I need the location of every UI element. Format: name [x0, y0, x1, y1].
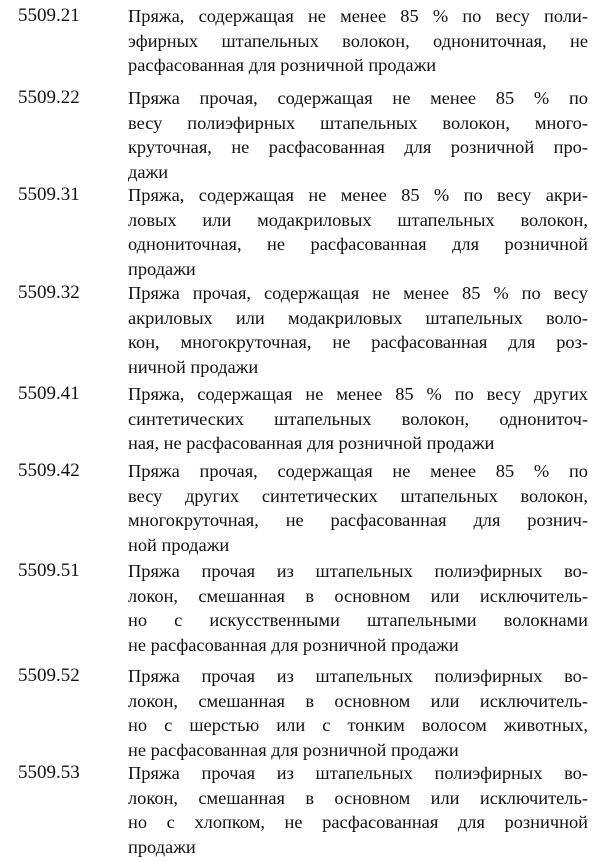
tariff-code: 5509.21: [18, 5, 80, 26]
tariff-description: [128, 281, 588, 379]
description-line: ничной продажи: [128, 356, 259, 377]
description-line: Пряжа прочая из штапельных полиэфирных во-: [128, 666, 588, 686]
description-line: Пряжа прочая, содержащая не менее 85 % по: [128, 88, 588, 108]
description-line: но с шерстью или с тонким волосом животных,: [128, 715, 588, 735]
tariff-description: [128, 459, 588, 557]
description-line: продажи: [128, 258, 196, 279]
description-line: Пряжа прочая из штапельных полиэфирных во-: [128, 561, 588, 581]
description-line: однониточная, не расфасованная для розничной: [128, 234, 588, 254]
description-line: эфирных штапельных волокон, однониточная, не: [128, 30, 588, 51]
description-line: локон, смешанная в основном или исключитель-: [128, 787, 588, 808]
description-line: весу других синтетических штапельных волокон,: [128, 485, 588, 506]
tariff-description: [128, 761, 588, 859]
tariff-description: [128, 183, 588, 281]
tariff-description: [128, 559, 588, 657]
description-line: Пряжа, содержащая не менее 85 % по весу поли-: [128, 6, 588, 26]
description-line: синтетических штапельных волокон, однониточ-: [128, 408, 588, 429]
description-line: продажи: [128, 836, 196, 857]
tariff-code: 5509.22: [18, 87, 80, 108]
description-line: локон, смешанная в основном или исключитель-: [128, 690, 588, 711]
description-line: весу полиэфирных штапельных волокон, много-: [128, 112, 588, 133]
description-line: не расфасованная для розничной продажи: [128, 634, 459, 655]
tariff-code: 5509.51: [18, 560, 80, 581]
description-line: дажи: [128, 161, 169, 182]
description-line: акриловых или модакриловых штапельных воло-: [128, 307, 588, 328]
description-line: не расфасованная для розничной продажи: [128, 739, 459, 760]
description-line: ловых или модакриловых штапельных волокон,: [128, 209, 588, 230]
description-line: кон, многокруточная, не расфасованная для роз-: [128, 332, 588, 352]
tariff-code: 5509.41: [18, 383, 80, 404]
description-line: ная, не расфасованная для розничной продажи: [128, 433, 495, 453]
description-line: многокруточная, не расфасованная для рознич-: [128, 510, 588, 530]
description-line: но с искусственными штапельными волокнами: [128, 610, 588, 630]
description-line: Пряжа, содержащая не менее 85 % по весу акри-: [128, 185, 588, 205]
description-line: но с хлопком, не расфасованная для розничной: [128, 812, 588, 832]
tariff-code: 5509.42: [18, 460, 80, 481]
description-line: Пряжа прочая из штапельных полиэфирных во-: [128, 763, 588, 783]
description-line: расфасованная для розничной продажи: [128, 55, 437, 75]
tariff-code: 5509.32: [18, 282, 80, 303]
tariff-description: [128, 4, 588, 78]
tariff-description: [128, 664, 588, 762]
description-line: Пряжа прочая, содержащая не менее 85 % по весу: [128, 283, 588, 303]
description-line: локон, смешанная в основном или исключитель-: [128, 585, 588, 606]
description-line: Пряжа, содержащая не менее 85 % по весу других: [128, 384, 588, 404]
tariff-description: [128, 86, 588, 184]
description-line: ной продажи: [128, 534, 230, 555]
description-line: круточная, не расфасованная для розничной про-: [128, 137, 588, 157]
tariff-code: 5509.31: [18, 184, 80, 205]
tariff-code: 5509.52: [18, 665, 80, 686]
tariff-code: 5509.53: [18, 762, 80, 783]
description-line: Пряжа прочая, содержащая не менее 85 % по: [128, 461, 588, 481]
tariff-description: [128, 382, 588, 456]
